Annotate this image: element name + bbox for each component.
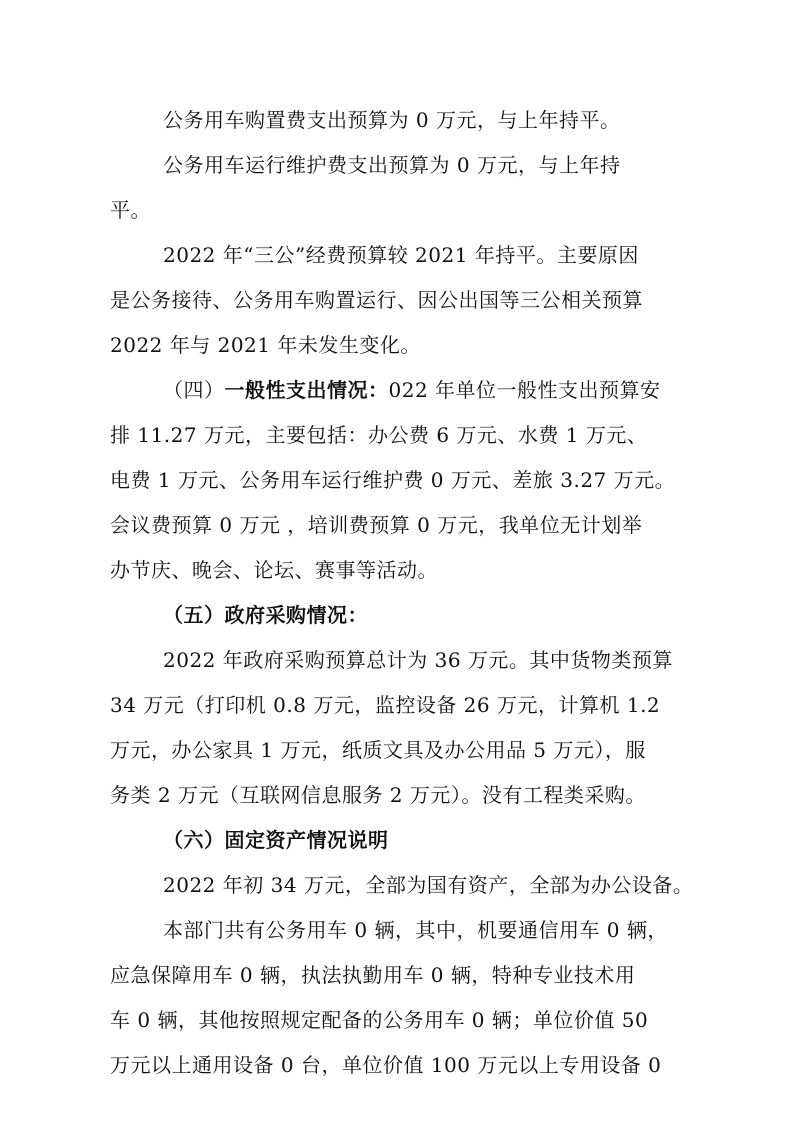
text-segment: 平。 — [110, 198, 151, 222]
text-segment: 2022 年“三公”经费预算较 2021 年持平。主要原因 — [163, 243, 639, 267]
text-segment: 公务用车购置费支出预算为 0 万元，与上年持平。 — [163, 108, 621, 132]
text-segment: 34 万元（打印机 0.8 万元，监控设备 26 万元，计算机 1.2 — [110, 693, 661, 717]
section-heading: （五）政府采购情况： — [163, 603, 368, 627]
text-segment: 万元以上通用设备 0 台，单位价值 100 万元以上专用设备 0 — [110, 1053, 662, 1077]
text-segment: 应急保障用车 0 辆，执法执勤用车 0 辆，特种专业技术用 — [110, 963, 636, 987]
text-line — [110, 197, 151, 223]
text-line — [110, 422, 647, 448]
text-line — [163, 242, 639, 268]
text-segment: 公务用车运行维护费支出预算为 0 万元，与上年持 — [163, 153, 621, 177]
text-segment: 万元，办公家具 1 万元，纸质文具及办公用品 5 万元），服 — [110, 738, 646, 762]
section-heading: （六）固定资产情况说明 — [163, 828, 389, 852]
text-segment: 2022 年初 34 万元，全部为国有资产，全部为办公设备。 — [163, 873, 694, 897]
text-line — [163, 152, 620, 178]
text-line — [163, 377, 661, 403]
text-segment: （四） — [163, 378, 225, 402]
text-line — [110, 1007, 648, 1033]
text-line — [163, 107, 620, 133]
text-segment: 办节庆、晚会、论坛、赛事等活动。 — [110, 558, 438, 582]
text-segment: 排 11.27 万元，主要包括：办公费 6 万元、水费 1 万元、 — [110, 423, 648, 447]
text-line — [110, 467, 675, 493]
text-line — [163, 827, 389, 853]
text-line — [110, 737, 646, 763]
text-segment: 本部门共有公务用车 0 辆，其中，机要通信用车 0 辆， — [163, 918, 668, 942]
text-line — [163, 647, 673, 673]
text-segment: 电费 1 万元、公务用车运行维护费 0 万元、差旅 3.27 万元。 — [110, 468, 676, 492]
text-line — [163, 872, 693, 898]
text-segment: 会议费预算 0 万元 ，培训费预算 0 万元，我单位无计划举 — [110, 513, 643, 537]
text-line — [110, 1052, 661, 1078]
text-line — [163, 602, 368, 628]
text-line — [110, 692, 660, 718]
text-line — [110, 962, 635, 988]
text-line — [163, 917, 668, 943]
text-segment: 务类 2 万元（互联网信息服务 2 万元）。没有工程类采购。 — [110, 783, 646, 807]
text-segment: 2022 年与 2021 年未发生变化。 — [110, 333, 421, 357]
text-line — [110, 782, 646, 808]
text-segment: 2022 年政府采购预算总计为 36 万元。其中货物类预算 — [163, 648, 673, 672]
text-segment: 022 年单位一般性支出预算安 — [388, 378, 661, 402]
section-heading: 一般性支出情况： — [224, 378, 389, 402]
text-line — [110, 512, 642, 538]
text-line — [110, 287, 643, 313]
text-segment: 是公务接待、公务用车购置运行、因公出国等三公相关预算 — [110, 288, 643, 312]
text-line — [110, 557, 438, 583]
text-segment: 车 0 辆，其他按照规定配备的公务用车 0 辆；单位价值 50 — [110, 1008, 649, 1032]
text-line — [110, 332, 421, 358]
